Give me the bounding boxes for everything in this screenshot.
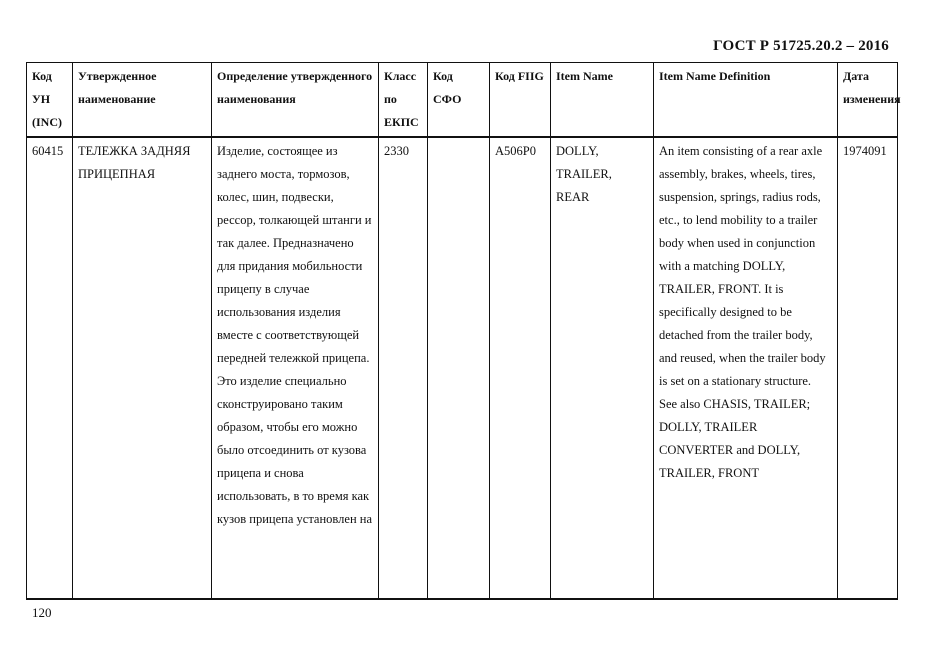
header-item-name: Item Name <box>551 63 654 138</box>
header-date: Дата изменения <box>838 63 898 138</box>
header-inc: Код УН (INC) <box>27 63 73 138</box>
header-sfo-code: Код СФО <box>428 63 490 138</box>
cell-fiig: A506P0 <box>490 137 551 599</box>
header-definition: Определение утвержденного наименования <box>212 63 379 138</box>
page-number: 120 <box>32 605 52 620</box>
table-header-row <box>27 63 898 138</box>
header-class: Класс по ЕКПС <box>379 63 428 138</box>
cell-sfo-code <box>428 137 490 599</box>
cell-approved-name: ТЕЛЕЖКА ЗАДНЯЯ ПРИЦЕПНАЯ <box>73 137 212 599</box>
cell-definition-ru: Изделие, состоящее из заднего моста, тормозов, колес, шин, подвески, рессор, толкающей штанги и так далее. Предназначено для придания мобильности прицепу в случае использования изделия вместе с соответствующей передней тележкой прицепа. Это изделие специально сконструировано таким образом, чтобы его можно было отсоединить от кузова прицепа и снова использовать, в то время как кузов прицепа установлен на <box>212 137 379 599</box>
header-approved-name: Утвержденное наименование <box>73 63 212 138</box>
cell-date: 1974091 <box>838 137 898 599</box>
cell-item-name-definition: An item consisting of a rear axle assembly, brakes, wheels, tires, suspension, springs, radius rods, etc., to lend mobility to a trailer body when used in conjunction with a matching DOLLY, TRAILER, FRONT. It is specifically designed to be detached from the trailer body, and reused, when the trailer body is set on a stationary structure. See also CHASIS, TRAILER; DOLLY, TRAILER CONVERTER and DOLLY, TRAILER, FRONT <box>654 137 838 599</box>
table-row <box>27 137 898 599</box>
cell-class: 2330 <box>379 137 428 599</box>
specification-table <box>26 62 901 600</box>
cell-item-name: DOLLY, TRAILER, REAR <box>551 137 654 599</box>
header-item-name-definition: Item Name Definition <box>654 63 838 138</box>
cell-inc: 60415 <box>27 137 73 599</box>
document-title: ГОСТ Р 51725.20.2 – 2016 <box>713 38 889 54</box>
header-fiig: Код FIIG <box>490 63 551 138</box>
